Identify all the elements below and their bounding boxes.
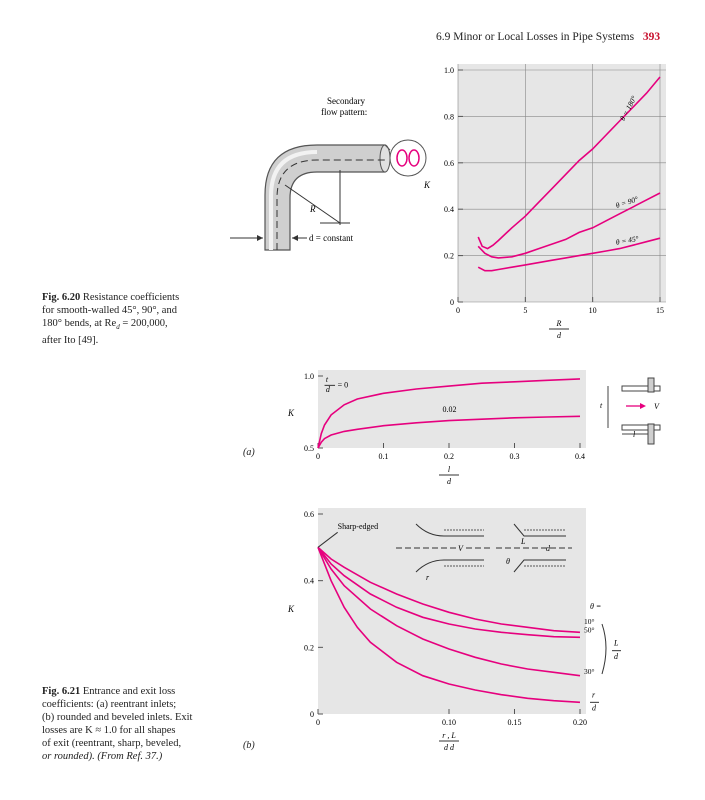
panel-b-label: (b) [243,740,255,751]
y-axis-label: K [288,408,295,418]
y-tick-label: 0.6 [304,510,314,519]
lower-wall-stub [648,424,654,444]
t-label: t [600,401,603,410]
panel-a-label: (a) [243,447,255,458]
Ld-denominator: d [614,652,618,661]
caption621-6: or rounded). (From Ref. 37.) [42,751,163,762]
y-axis-label: K [288,604,295,614]
y-tick-label: 0 [450,298,454,307]
V-label: V [654,402,659,411]
Ld-numerator: L [614,638,619,648]
x-tick-label: 5 [523,306,528,315]
caption-text-5: after Ito [49]. [42,335,99,347]
running-header [436,31,691,43]
x-tick-label: 0 [456,306,460,315]
y-tick-label: 0.2 [444,251,454,261]
reentrant-inlet-diagram [592,378,678,448]
label-10: 10° [584,617,595,626]
caption-text-3: 180° bends, at Re [42,318,117,329]
fig-6-21-caption [42,685,242,763]
x-tick-label: 0 [316,718,320,727]
rd-denominator: d [592,703,596,713]
x-tick-label: 10 [588,306,597,315]
x-tick-label: 0.15 [507,718,522,727]
y-tick-label: 0.6 [444,158,454,168]
x-tick-label: 0 [316,452,320,461]
L-label: L [521,537,526,546]
td-eq-zero: = 0 [337,380,349,390]
fig-6-20-label: Fig. 6.20 [42,292,81,303]
radius-label: R [310,204,316,214]
label-30: 30° [584,667,595,676]
fig-6-21-label: Fig. 6.21 [42,686,81,697]
y-tick-label: 0.2 [304,643,314,653]
caption-text-1: Resistance coefficients [82,292,180,303]
x-axis-label-numerator: l [447,465,451,474]
inlet-shapes-diagram [396,514,576,584]
x-tick-label: 0.20 [573,718,587,727]
brace [602,624,606,674]
V-label-b: V [458,544,463,553]
r-label: r [426,573,430,582]
theta-label: θ [506,557,510,566]
secondary-flow-label-2: flow pattern: [321,107,368,117]
x-axis-label-denominator: d [447,477,451,486]
y-tick-label: 0 [310,710,314,719]
x-tick-label: 0.3 [509,452,520,461]
d-label-b: d [546,544,550,553]
rd-numerator: r [592,690,596,700]
reentrant-inlet-chart [270,368,600,493]
caption-sub-d: d [116,323,120,332]
theta-eq-label: θ = [590,602,602,611]
x-axis-label-denominator: d d [444,743,454,752]
y-tick-label: 0.8 [444,112,454,122]
l-label: l [633,430,636,439]
flow-arrow-head [640,403,646,409]
upper-wall-stub [648,378,654,392]
d-constant-label: d = constant [309,233,354,243]
y-tick-label: 0.5 [304,444,314,453]
caption621-5: of exit (reentrant, sharp, beveled, [42,738,182,749]
label-50: 50° [584,625,595,635]
d-arrow-right [292,235,298,241]
y-tick-label: 0.4 [444,205,454,215]
td-denominator: d [325,384,330,394]
x-tick-label: 0.10 [442,718,456,727]
bend-resistance-chart [410,58,680,348]
series-label: 0.02 [442,405,457,414]
secondary-flow-label: Secondary [327,96,365,106]
section-title: 6.9 Minor or Local Losses in Pipe Systems [436,31,635,43]
series-label: θ = 90° [614,194,640,211]
x-tick-label: 0.4 [575,452,585,461]
x-axis-label-numerator: R [556,319,562,328]
y-tick-label: 1.0 [444,66,454,75]
x-axis-label-numerator: r , L [442,731,456,740]
x-tick-label: 0.1 [378,452,389,461]
caption-text-2: for smooth-walled 45°, 90°, and [42,305,177,316]
fig-6-20-caption [42,291,222,347]
td-numerator: t [325,374,329,384]
y-tick-label: 0.4 [304,576,314,586]
d-arrow-left [257,235,263,241]
x-tick-label: 15 [656,306,664,315]
y-tick-label: 1.0 [304,372,314,381]
series-label: θ = 45° [615,233,640,247]
caption621-4: losses are K ≈ 1.0 for all shapes [42,725,176,736]
series-label: θ = 180° [617,94,639,123]
sharp-edged-label: Sharp-edged [337,522,379,531]
caption621-3: (b) rounded and beveled inlets. Exit [42,712,193,723]
caption621-2: coefficients: (a) reentrant inlets; [42,699,177,710]
x-axis-label-denominator: d [557,331,561,340]
caption-text-4: = 200,000, [119,318,168,329]
x-tick-label: 0.2 [444,452,454,461]
caption621-1: Entrance and exit loss [82,686,176,697]
y-axis-label: K [424,180,431,190]
page-number: 393 [642,31,661,43]
